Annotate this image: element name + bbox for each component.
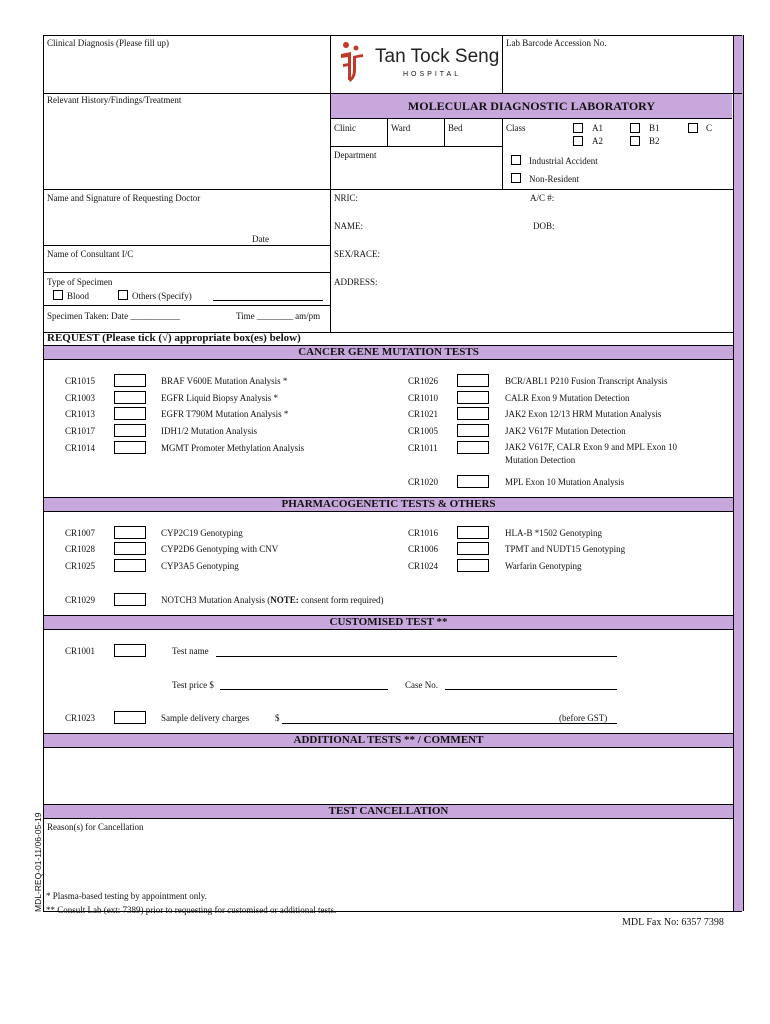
test-code: CR1017 (65, 426, 96, 436)
bed-label: Bed (448, 123, 463, 133)
fax-number: MDL Fax No: 6357 7398 (622, 917, 724, 928)
sex-race-label: SEX/RACE: (334, 249, 381, 259)
custom-code: CR1001 (65, 646, 96, 656)
cancer-section-band (44, 345, 733, 360)
test-code: CR1011 (408, 443, 438, 453)
others-label: Others (Specify) (132, 291, 192, 301)
divider (43, 272, 330, 273)
divider (502, 119, 503, 189)
hospital-logo (335, 38, 500, 90)
pharma-section-title: PHARMACOGENETIC TESTS & OTHERS (281, 498, 496, 510)
test-name: EGFR Liquid Biopsy Analysis * (161, 393, 279, 403)
blood-label: Blood (67, 291, 90, 301)
class-b2-label: B2 (649, 136, 660, 146)
test-code: CR1005 (408, 426, 439, 436)
form-code-vertical (33, 812, 43, 912)
test-name: EGFR T790M Mutation Analysis * (161, 409, 289, 419)
ward-label: Ward (391, 123, 411, 133)
footnote-plasma: * Plasma-based testing by appointment only. (46, 891, 207, 901)
test-code: CR1020 (408, 477, 439, 487)
specimen-type-label: Type of Specimen (47, 277, 113, 287)
test-code: CR1028 (65, 544, 96, 554)
test-code: CR1010 (408, 393, 439, 403)
cancellation-section-band (44, 804, 733, 819)
test-checkbox[interactable] (457, 374, 489, 387)
test-name: CALR Exon 9 Mutation Detection (505, 393, 630, 403)
test-checkbox[interactable] (457, 475, 489, 488)
test-code: CR1016 (408, 528, 439, 538)
others-checkbox[interactable] (118, 290, 128, 300)
test-price-line[interactable] (220, 689, 388, 690)
test-name: JAK2 Exon 12/13 HRM Mutation Analysis (505, 409, 662, 419)
delivery-dollar: $ (275, 713, 280, 723)
customised-section-band (44, 615, 733, 630)
test-name: CYP2C19 Genotyping (161, 528, 243, 538)
delivery-label: Sample delivery charges (161, 713, 250, 723)
clinic-label: Clinic (334, 123, 356, 133)
delivery-checkbox[interactable] (114, 711, 146, 724)
form-code: MDL-REQ-01-11/06-05-19 (33, 812, 43, 912)
test-code: CR1024 (408, 561, 439, 571)
test-checkbox[interactable] (114, 441, 146, 454)
class-a1-label: A1 (592, 123, 603, 133)
test-name: IDH1/2 Mutation Analysis (161, 426, 257, 436)
frame-top-border (43, 35, 742, 36)
before-gst-label: (before GST) (559, 713, 608, 723)
test-name-label: Test name (172, 646, 209, 656)
right-purple-bar (733, 35, 744, 911)
test-code: CR1013 (65, 409, 96, 419)
test-checkbox[interactable] (457, 542, 489, 555)
lab-barcode-label: Lab Barcode Accession No. (506, 38, 607, 48)
divider (43, 189, 733, 190)
clinical-diagnosis-label: Clinical Diagnosis (Please fill up) (47, 38, 169, 48)
notch-name-c: consent form required) (298, 595, 384, 605)
test-name: HLA-B *1502 Genotyping (505, 528, 602, 538)
specimen-taken-label: Specimen Taken: Date ___________ (47, 311, 180, 321)
ac-label: A/C #: (530, 193, 555, 203)
additional-section-band (44, 733, 733, 748)
test-checkbox[interactable] (114, 407, 146, 420)
test-checkbox[interactable] (457, 391, 489, 404)
notch-name (161, 595, 383, 605)
additional-comment-area[interactable] (44, 747, 733, 804)
divider (444, 119, 445, 146)
hospital-emblem-icon (337, 40, 367, 84)
test-checkbox[interactable] (114, 542, 146, 555)
notch-note: NOTE: (270, 595, 299, 605)
test-checkbox[interactable] (114, 424, 146, 437)
date-label: Date (252, 234, 269, 244)
class-label: Class (506, 123, 526, 133)
test-name: MGMT Promoter Methylation Analysis (161, 443, 305, 453)
divider (387, 119, 388, 146)
test-checkbox[interactable] (457, 407, 489, 420)
class-b1-label: B1 (649, 123, 660, 133)
test-name: TPMT and NUDT15 Genotyping (505, 544, 626, 554)
test-name: CYP2D6 Genotyping with CNV (161, 544, 279, 554)
test-name: JAK2 V617F Mutation Detection (505, 426, 626, 436)
cancellation-section-title: TEST CANCELLATION (328, 805, 449, 817)
test-checkbox[interactable] (114, 526, 146, 539)
non-resident-label: Non-Resident (529, 174, 579, 184)
case-no-line[interactable] (445, 689, 617, 690)
test-name: CYP3A5 Genotyping (161, 561, 239, 571)
custom-checkbox[interactable] (114, 644, 146, 657)
industrial-accident-checkbox[interactable] (511, 155, 521, 165)
class-a1-checkbox[interactable] (573, 123, 583, 133)
test-name: BRAF V600E Mutation Analysis * (161, 376, 288, 386)
doctor-label: Name and Signature of Requesting Doctor (47, 193, 201, 203)
notch-checkbox[interactable] (114, 593, 146, 606)
test-code: CR1014 (65, 443, 96, 453)
lab-title-band (331, 94, 732, 119)
test-checkbox[interactable] (457, 424, 489, 437)
test-name: Warfarin Genotyping (505, 561, 582, 571)
class-b1-checkbox[interactable] (630, 123, 640, 133)
test-code: CR1026 (408, 376, 439, 386)
class-c-label: C (706, 123, 713, 133)
divider (43, 245, 330, 246)
cancellation-reasons-label: Reason(s) for Cancellation (47, 822, 144, 832)
divider (502, 35, 503, 93)
test-code: CR1003 (65, 393, 96, 403)
class-c-checkbox[interactable] (688, 123, 698, 133)
class-a2-checkbox[interactable] (573, 136, 583, 146)
customised-section-title: CUSTOMISED TEST ** (329, 616, 448, 628)
consultant-label: Name of Consultant I/C (47, 249, 134, 259)
class-b2-checkbox[interactable] (630, 136, 640, 146)
divider (331, 146, 502, 147)
class-a2-label: A2 (592, 136, 603, 146)
blood-checkbox[interactable] (53, 290, 63, 300)
additional-section-title: ADDITIONAL TESTS ** / COMMENT (293, 734, 484, 746)
hospital-sub: HOSPITAL (403, 71, 462, 78)
test-checkbox[interactable] (457, 441, 489, 454)
dob-label: DOB: (533, 221, 555, 231)
test-name: JAK2 V617F, CALR Exon 9 and MPL Exon 10 (505, 442, 678, 452)
divider (43, 305, 330, 306)
time-label: Time ________ am/pm (236, 311, 321, 321)
test-checkbox[interactable] (114, 559, 146, 572)
test-checkbox[interactable] (114, 374, 146, 387)
relevant-history-label: Relevant History/Findings/Treatment (47, 95, 182, 105)
address-label: ADDRESS: (334, 277, 378, 287)
industrial-accident-label: Industrial Accident (529, 156, 598, 166)
footnote-consult: ** Consult Lab (ext: 7389) prior to requesting for customised or additional tests. (46, 905, 337, 915)
test-name-line[interactable] (216, 656, 617, 657)
test-code: CR1015 (65, 376, 96, 386)
test-code: CR1021 (408, 409, 439, 419)
request-heading: REQUEST (Please tick (√) appropriate box(es) below) (47, 332, 301, 344)
test-code: CR1007 (65, 528, 96, 538)
test-name-line2: Mutation Detection (505, 455, 576, 465)
name-label: NAME: (334, 221, 363, 231)
lab-title: MOLECULAR DIAGNOSTIC LABORATORY (407, 99, 656, 113)
divider (330, 35, 331, 332)
test-code: CR1006 (408, 544, 439, 554)
others-specify-line[interactable] (213, 300, 323, 301)
test-checkbox[interactable] (457, 559, 489, 572)
pharma-section-band (44, 497, 733, 512)
non-resident-checkbox[interactable] (511, 173, 521, 183)
test-checkbox[interactable] (114, 391, 146, 404)
test-checkbox[interactable] (457, 526, 489, 539)
test-name: BCR/ABL1 P210 Fusion Transcript Analysis (505, 376, 668, 386)
nric-label: NRIC: (334, 193, 359, 203)
hospital-name: Tan Tock Seng (375, 46, 500, 67)
test-price-label: Test price $ (172, 680, 214, 690)
case-no-label: Case No. (405, 680, 438, 690)
notch-code: CR1029 (65, 595, 96, 605)
custom-code-2: CR1023 (65, 713, 96, 723)
test-name: MPL Exon 10 Mutation Analysis (505, 477, 625, 487)
notch-name-a: NOTCH3 Mutation Analysis ( (161, 595, 271, 605)
cancer-section-title: CANCER GENE MUTATION TESTS (298, 346, 479, 358)
test-code: CR1025 (65, 561, 96, 571)
department-label: Department (334, 150, 377, 160)
